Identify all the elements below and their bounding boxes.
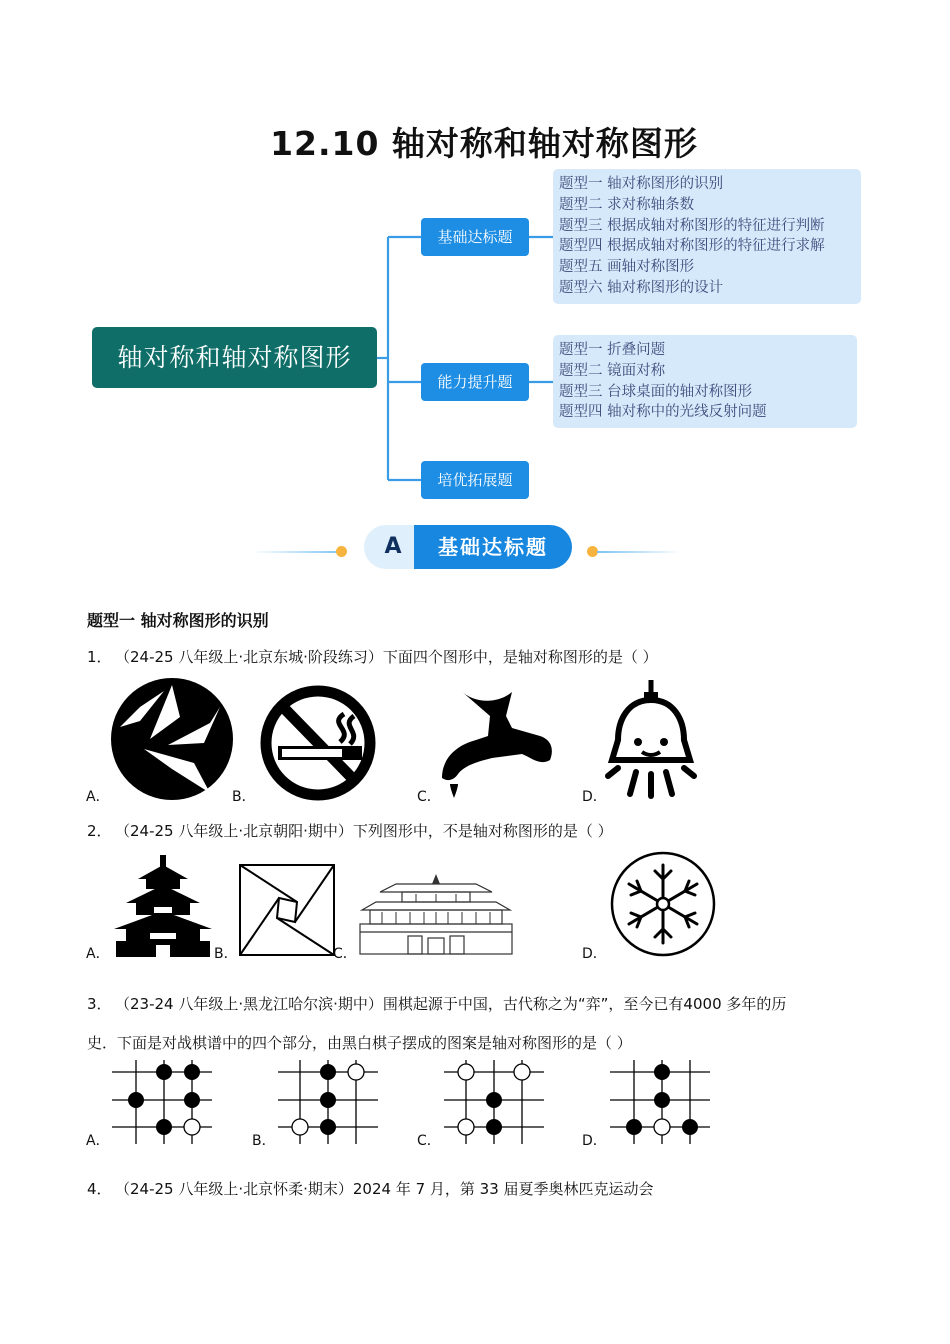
- section-heading: 题型一 轴对称图形的识别: [87, 611, 269, 630]
- mindmap-branch-extension[interactable]: 培优拓展题: [421, 461, 529, 499]
- go-board-a: [108, 1060, 212, 1146]
- mindmap-leaves-advanced: [553, 335, 857, 428]
- option-label[interactable]: B．: [252, 1133, 276, 1149]
- question-1: [87, 646, 658, 667]
- go-board-d: [606, 1060, 710, 1146]
- option-label[interactable]: B．: [232, 789, 256, 805]
- leaf-item[interactable]: 题型五 画轴对称图形: [559, 259, 695, 276]
- question-text: （23-24 八年级上·黑龙江哈尔滨·期中）围棋起源于中国，古代称之为“弈”，至今已有4000 多年的历: [115, 995, 787, 1013]
- leaf-item[interactable]: 题型二 求对称轴条数: [559, 196, 695, 213]
- mindmap-root: 轴对称和轴对称图形: [92, 327, 377, 388]
- leaf-item[interactable]: 题型三 台球桌面的轴对称图形: [559, 383, 753, 400]
- snowflake-icon: [609, 851, 717, 957]
- question-number: 1．: [87, 648, 112, 666]
- option-label[interactable]: C．: [417, 1133, 441, 1149]
- question-2: [87, 820, 613, 841]
- pinwheel-square-icon: [239, 864, 335, 956]
- question-number: 4．: [87, 1180, 112, 1198]
- option-label[interactable]: C．: [417, 789, 441, 805]
- option-label[interactable]: B．: [214, 946, 238, 962]
- faucet-icon: [440, 688, 556, 800]
- leaf-item[interactable]: 题型六 轴对称图形的设计: [559, 279, 724, 296]
- option-label[interactable]: D．: [582, 1133, 607, 1149]
- question-text: 史．下面是对战棋谱中的四个部分，由黑白棋子摆成的图案是轴对称图形的是（ ）: [87, 1034, 632, 1052]
- banner-letter: A: [364, 525, 422, 569]
- lamp-icon: [604, 680, 698, 802]
- mindmap-branch-advanced[interactable]: 能力提升题: [421, 363, 529, 401]
- mindmap-branch-basic[interactable]: 基础达标题: [421, 218, 529, 256]
- no-smoking-icon: [258, 684, 378, 802]
- leaf-item[interactable]: 题型一 折叠问题: [559, 342, 666, 358]
- banner-label: 基础达标题: [414, 525, 572, 569]
- question-3: [87, 993, 786, 1014]
- question-text: （24-25 八年级上·北京东城·阶段练习）下面四个图形中，是轴对称图形的是（ ）: [115, 648, 658, 666]
- go-board-c: [440, 1060, 544, 1146]
- option-label[interactable]: A．: [86, 946, 110, 962]
- section-banner: [252, 522, 682, 574]
- leaf-item[interactable]: 题型二 镜面对称: [559, 362, 666, 379]
- leaf-item[interactable]: 题型四 轴对称中的光线反射问题: [559, 404, 767, 421]
- question-number: 2．: [87, 822, 112, 840]
- option-label[interactable]: D．: [582, 789, 607, 805]
- leaf-item[interactable]: 题型四 根据成轴对称图形的特征进行求解: [559, 238, 825, 255]
- question-text: （24-25 八年级上·北京朝阳·期中）下列图形中，不是轴对称图形的是（ ）: [115, 822, 613, 840]
- question-3-continued: [87, 1032, 632, 1053]
- option-label[interactable]: A．: [86, 789, 110, 805]
- mindmap-leaves-basic: [553, 169, 861, 304]
- go-board-b: [274, 1060, 378, 1146]
- leaf-item[interactable]: 题型三 根据成轴对称图形的特征进行判断: [559, 217, 825, 234]
- banner-line-right: [597, 551, 682, 553]
- tiananmen-icon: [356, 872, 516, 956]
- option-label[interactable]: A．: [86, 1133, 110, 1149]
- temple-of-heaven-icon: [110, 855, 216, 957]
- leaf-item[interactable]: 题型一 轴对称图形的识别: [559, 176, 724, 192]
- option-label[interactable]: D．: [582, 946, 607, 962]
- question-number: 3．: [87, 995, 112, 1013]
- page-title: 12.10 轴对称和轴对称图形: [270, 124, 698, 163]
- recycle-arrows-icon: [110, 677, 236, 801]
- question-4: [87, 1178, 654, 1199]
- banner-dot-left: [336, 546, 347, 557]
- banner-line-left: [252, 551, 344, 553]
- option-label[interactable]: C．: [333, 946, 357, 962]
- question-text: （24-25 八年级上·北京怀柔·期末）2024 年 7 月，第 33 届夏季奥林匹克运动会: [115, 1180, 654, 1198]
